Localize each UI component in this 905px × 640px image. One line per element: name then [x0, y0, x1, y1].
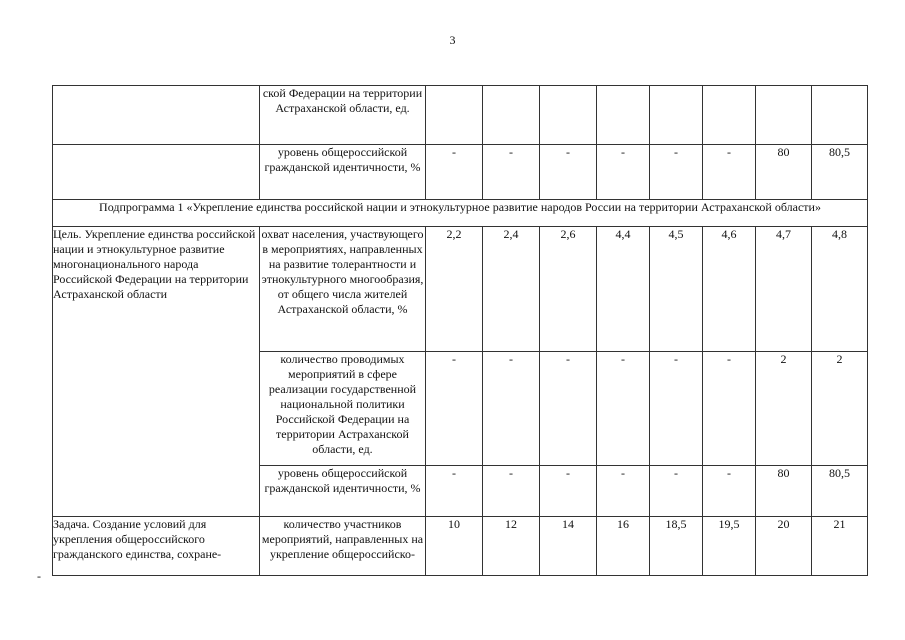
- value-cell: -: [650, 352, 703, 466]
- value-cell: [597, 86, 650, 145]
- value-cell: -: [703, 352, 756, 466]
- value-cell: [426, 86, 483, 145]
- indicator-cell: уровень общероссийской гражданской идентичности, %: [260, 145, 426, 200]
- value-cell: 18,5: [650, 517, 703, 576]
- indicators-table: [52, 85, 868, 576]
- value-cell: 20: [756, 517, 812, 576]
- value-cell: 12: [483, 517, 540, 576]
- value-cell: 2: [812, 352, 868, 466]
- value-cell: -: [597, 352, 650, 466]
- page-number: 3: [449, 33, 456, 47]
- value-cell: 16: [597, 517, 650, 576]
- value-cell: -: [597, 145, 650, 200]
- value-cell: 19,5: [703, 517, 756, 576]
- value-cell: 80: [756, 145, 812, 200]
- value-cell: -: [426, 352, 483, 466]
- value-cell: -: [483, 466, 540, 517]
- goal-cell: [53, 145, 260, 200]
- indicator-cell: количество проводимых мероприятий в сфере реализации государственной национальной политики Российской Федерации на территории Астраханской области, ед.: [260, 352, 426, 466]
- value-cell: -: [426, 466, 483, 517]
- value-cell: 80: [756, 466, 812, 517]
- value-cell: 14: [540, 517, 597, 576]
- value-cell: 2,6: [540, 227, 597, 352]
- value-cell: -: [703, 466, 756, 517]
- value-cell: -: [650, 145, 703, 200]
- value-cell: [540, 86, 597, 145]
- value-cell: 4,6: [703, 227, 756, 352]
- value-cell: -: [483, 145, 540, 200]
- goal-cell: [53, 86, 260, 145]
- value-cell: -: [483, 352, 540, 466]
- value-cell: -: [540, 352, 597, 466]
- goal-cell: Цель. Укрепление единства российской нации и этнокультурное развитие многонационального народа Российской Федерации на территории Астраханской области: [53, 227, 260, 517]
- value-cell: [812, 86, 868, 145]
- value-cell: [703, 86, 756, 145]
- value-cell: -: [540, 145, 597, 200]
- indicator-cell: количество участников мероприятий, направленных на укрепление общероссийско-: [260, 517, 426, 576]
- value-cell: -: [540, 466, 597, 517]
- table-row: [53, 517, 868, 576]
- value-cell: 4,7: [756, 227, 812, 352]
- value-cell: -: [426, 145, 483, 200]
- value-cell: [483, 86, 540, 145]
- subprogram-title: Подпрограмма 1 «Укрепление единства российской нации и этнокультурное развитие народов России на территории Астраханской области»: [53, 200, 868, 227]
- margin-mark: -: [37, 569, 41, 583]
- indicator-cell: охват населения, участвующего в мероприятиях, направленных на развитие толерантности и этнокультурного многообразия, от общего числа жителей Астраханской области, %: [260, 227, 426, 352]
- value-cell: 10: [426, 517, 483, 576]
- value-cell: 2,2: [426, 227, 483, 352]
- value-cell: 80,5: [812, 145, 868, 200]
- table-row: [53, 227, 868, 352]
- value-cell: [650, 86, 703, 145]
- value-cell: 4,4: [597, 227, 650, 352]
- task-cell: Задача. Создание условий для укрепления общероссийского гражданского единства, сохране-: [53, 517, 260, 576]
- value-cell: -: [650, 466, 703, 517]
- table-row: [53, 86, 868, 145]
- value-cell: [756, 86, 812, 145]
- value-cell: 4,8: [812, 227, 868, 352]
- section-row: [53, 200, 868, 227]
- value-cell: 2: [756, 352, 812, 466]
- indicator-cell: уровень общероссийской гражданской идентичности, %: [260, 466, 426, 517]
- value-cell: -: [703, 145, 756, 200]
- table-row: [53, 145, 868, 200]
- indicator-cell: ской Федерации на территории Астраханской области, ед.: [260, 86, 426, 145]
- value-cell: 80,5: [812, 466, 868, 517]
- value-cell: 2,4: [483, 227, 540, 352]
- value-cell: 4,5: [650, 227, 703, 352]
- value-cell: -: [597, 466, 650, 517]
- value-cell: 21: [812, 517, 868, 576]
